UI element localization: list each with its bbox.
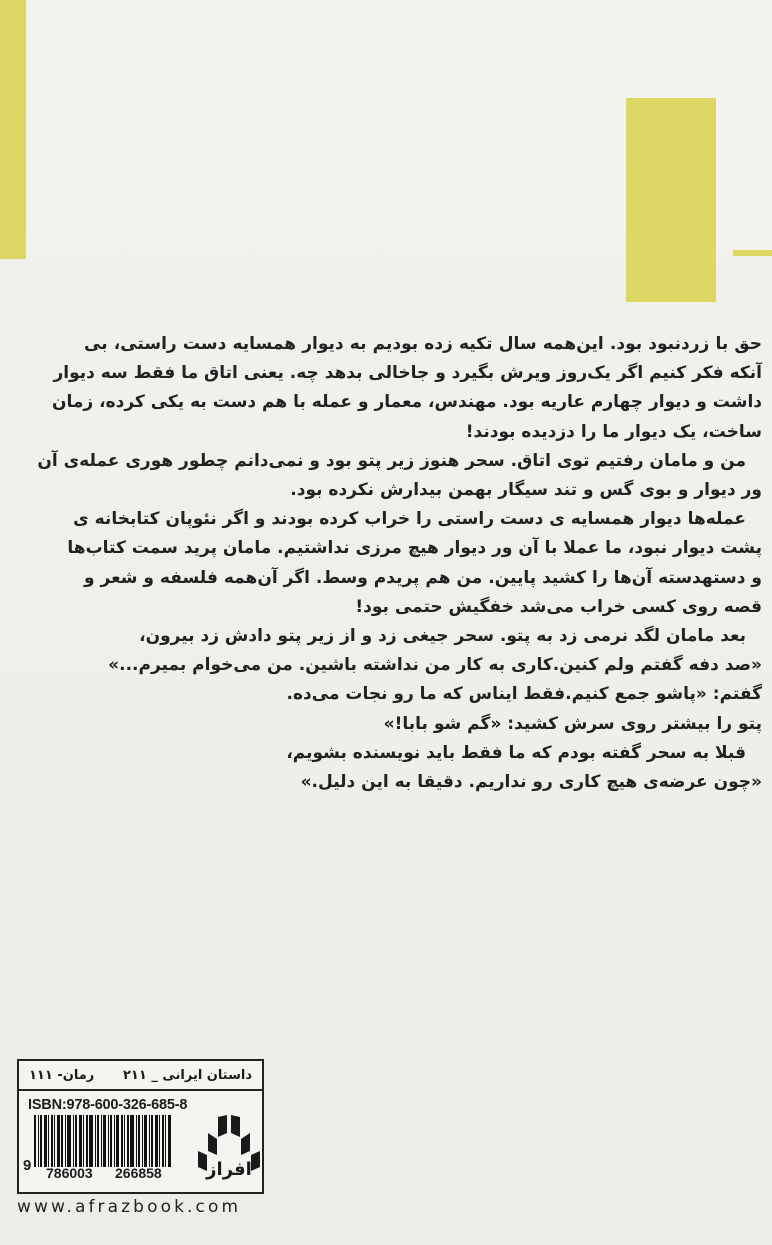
- yellow-block-right: [626, 98, 716, 302]
- isbn-box: [17, 1059, 264, 1194]
- publisher-url[interactable]: www.afrazbook.com: [17, 1197, 242, 1217]
- blurb-line: قصه روی کسی خراب می‌شد خفگیش حتمی بود!: [355, 596, 762, 617]
- blurb-line: «صد دفه گفتم ولم کنین.کاری به کار من نداشته باشین. من می‌خوام بمیرم...»: [108, 655, 762, 676]
- afraz-logo-icon: [196, 1113, 262, 1185]
- blurb-text: [37, 330, 762, 797]
- isbn-header: [19, 1061, 262, 1091]
- isbn-number: ISBN:978-600-326-685-8: [28, 1097, 188, 1113]
- genre-label: رمان- ۱۱۱: [29, 1067, 95, 1083]
- blurb-line: من و مامان رفتیم توی اتاق. سحر هنوز زیر پتو بود و نمی‌دانم چطور هوری عمله‌ی آن: [37, 450, 746, 471]
- blurb-line: پتو را بیشتر روی سرش کشید: «گم شو بابا!»: [383, 713, 762, 734]
- blurb-line: حق با زردنبود بود. این‌همه سال تکیه زده بودیم به دیوار همسایه دست راستی، بی: [84, 334, 762, 354]
- blurb-line: «چون عرضه‌ی هیچ کاری رو نداریم. دقیقا به این دلیل.»: [300, 772, 762, 793]
- blurb-line: داشت و دیوار چهارم عاریه بود. مهندس، معمار و عمله با هم دست به یکی کرده، زمان: [51, 392, 762, 413]
- blurb-line: ور دیوار و بوی گس و تند سیگار بهمن بیدارش نکرده بود.: [290, 480, 762, 501]
- blurb-line: گفتم: «پاشو جمع کنیم.فقط ایناس که ما رو نجات می‌ده.: [286, 684, 762, 705]
- yellow-block-left: [0, 0, 26, 259]
- blurb-line: قبلا به سحر گفته بودم که ما فقط باید نویسنده بشویم،: [286, 742, 746, 763]
- svg-text:افراز: افراز: [206, 1159, 252, 1180]
- barcode: [34, 1115, 184, 1167]
- barcode-lead-digit: 9: [23, 1157, 32, 1174]
- blurb-line: آنکه فکر کنیم اگر یک‌روز ویرش بگیرد و جاخالی بدهد چه. یعنی اتاق ما فقط سه دیوار: [53, 363, 762, 384]
- barcode-digits-2: 266858: [115, 1165, 162, 1181]
- blurb-line: عمله‌ها دیوار همسایه ی دست راستی را خراب کرده بودند و اگر نئوپان کتابخانه ی: [73, 509, 746, 530]
- blurb-line: بعد مامان لگد نرمی زد به پتو. سحر جیغی زد و از زیر پتو دادش زد بیرون،: [139, 626, 746, 647]
- blurb-line: و دستهدسته آن‌ها را کشید پایین. من هم پریدم وسط. اگر آن‌همه فلسفه و شعر و: [84, 567, 762, 588]
- series-label: داستان ایرانی _ ۲۱۱: [123, 1067, 252, 1083]
- barcode-digits-1: 786003: [46, 1165, 93, 1181]
- blurb-line: ساخت، یک دیوار ما را دزدیده بودند!: [465, 421, 762, 442]
- yellow-dash: [733, 250, 772, 256]
- blurb-line: پشت دیوار نبود، ما عملا با آن ور دیوار هیچ مرزی نداشتیم. مامان پرید سمت کتاب‌ها: [67, 538, 762, 559]
